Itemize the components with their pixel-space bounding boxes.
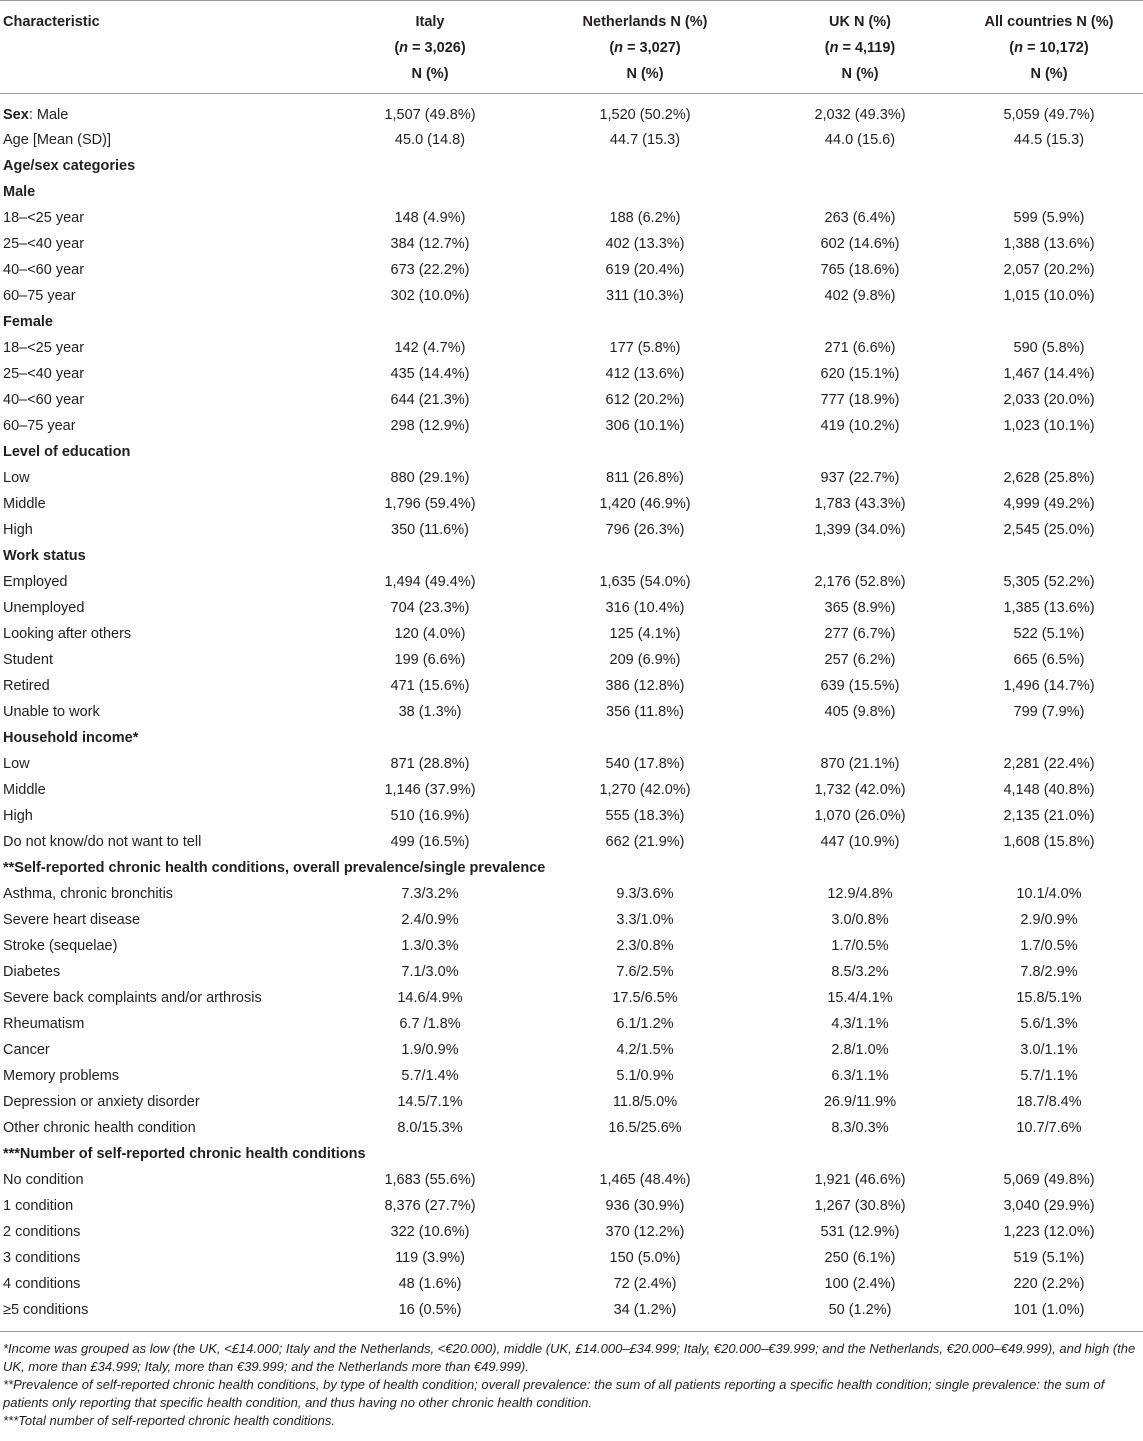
header-col-n: (n = 3,026)	[394, 40, 466, 56]
row-label: Diabetes	[3, 964, 61, 980]
cell-value: 1,783 (43.3%)	[814, 496, 906, 512]
cell-value: 1,270 (42.0%)	[599, 782, 691, 798]
table-row	[0, 907, 1143, 933]
cell-value: 510 (16.9%)	[390, 808, 470, 824]
table-row	[0, 387, 1143, 413]
row-label: No condition	[3, 1172, 84, 1188]
cell-value: 1,520 (50.2%)	[599, 107, 691, 123]
cell-value: 777 (18.9%)	[820, 392, 900, 408]
cell-value: 590 (5.8%)	[1013, 340, 1085, 356]
row-label: Cancer	[3, 1042, 50, 1058]
cell-value: 386 (12.8%)	[605, 678, 685, 694]
cell-value: 555 (18.3%)	[605, 808, 685, 824]
cell-value: 16.5/25.6%	[608, 1120, 682, 1136]
table-row	[0, 777, 1143, 803]
header-col-unit: N (%)	[841, 66, 879, 82]
cell-value: 620 (15.1%)	[820, 366, 900, 382]
row-label-rest: : Male	[28, 107, 69, 123]
cell-value: 1,070 (26.0%)	[814, 808, 906, 824]
row-label: 60–75 year	[3, 418, 76, 434]
cell-value: 250 (6.1%)	[824, 1250, 896, 1266]
cell-value: 26.9/11.9%	[823, 1094, 897, 1110]
cell-value: 220 (2.2%)	[1013, 1276, 1085, 1292]
cell-value: 405 (9.8%)	[824, 704, 896, 720]
cell-value: 4,148 (40.8%)	[1003, 782, 1095, 798]
cell-value: 447 (10.9%)	[820, 834, 900, 850]
row-label: Employed	[3, 574, 68, 590]
cell-value: 880 (29.1%)	[390, 470, 470, 486]
row-label: Depression or anxiety disorder	[3, 1094, 200, 1110]
table-row	[0, 1037, 1143, 1063]
cell-value: 1.7/0.5%	[831, 938, 889, 954]
cell-value: 3.3/1.0%	[616, 912, 674, 928]
cell-value: 402 (9.8%)	[824, 288, 896, 304]
cell-value: 384 (12.7%)	[390, 236, 470, 252]
cell-value: 1,921 (46.6%)	[814, 1172, 906, 1188]
row-label: Looking after others	[3, 626, 132, 642]
table-row	[0, 933, 1143, 959]
header-col-unit: N (%)	[411, 66, 449, 82]
cell-value: 1,796 (59.4%)	[384, 496, 476, 512]
cell-value: 6.7 /1.8%	[399, 1016, 461, 1032]
cell-value: 2.3/0.8%	[616, 938, 674, 954]
table-row	[0, 1011, 1143, 1037]
table-row	[0, 569, 1143, 595]
section-header-row	[0, 543, 1143, 569]
cell-value: 4.2/1.5%	[616, 1042, 674, 1058]
table-row	[0, 803, 1143, 829]
cell-value: 2,135 (21.0%)	[1003, 808, 1095, 824]
table-row	[0, 127, 1143, 153]
cell-value: 10.7/7.6%	[1016, 1120, 1082, 1136]
table-row	[0, 1089, 1143, 1115]
row-label: 3 conditions	[3, 1250, 81, 1266]
cell-value: 306 (10.1%)	[605, 418, 685, 434]
cell-value: 1,467 (14.4%)	[1003, 366, 1095, 382]
row-label: Low	[3, 756, 30, 772]
table-row	[0, 1219, 1143, 1245]
table-row	[0, 1115, 1143, 1141]
cell-value: 619 (20.4%)	[605, 262, 685, 278]
header-all-countries	[955, 1, 1143, 94]
row-label: 25–<40 year	[3, 366, 85, 382]
table-row	[0, 985, 1143, 1011]
table-row	[0, 1245, 1143, 1271]
table-row	[0, 595, 1143, 621]
table-row	[0, 257, 1143, 283]
cell-value: 499 (16.5%)	[390, 834, 470, 850]
cell-value: 370 (12.2%)	[605, 1224, 685, 1240]
cell-value: 45.0 (14.8)	[394, 132, 466, 148]
header-italy	[335, 1, 525, 94]
section-header-row	[0, 439, 1143, 465]
cell-value: 673 (22.2%)	[390, 262, 470, 278]
cell-value: 150 (5.0%)	[609, 1250, 681, 1266]
cell-value: 936 (30.9%)	[605, 1198, 685, 1214]
cell-value: 11.8/5.0%	[612, 1094, 678, 1110]
cell-value: 14.6/4.9%	[397, 990, 463, 1006]
cell-value: 540 (17.8%)	[605, 756, 685, 772]
cell-value: 257 (6.2%)	[824, 652, 896, 668]
cell-value: 471 (15.6%)	[390, 678, 470, 694]
cell-value: 6.3/1.1%	[831, 1068, 889, 1084]
header-col-title: All countries N (%)	[984, 14, 1114, 30]
cell-value: 1,420 (46.9%)	[599, 496, 691, 512]
table-row	[0, 699, 1143, 725]
cell-value: 44.0 (15.6)	[824, 132, 896, 148]
cell-value: 639 (15.5%)	[820, 678, 900, 694]
cell-value: 8,376 (27.7%)	[384, 1198, 476, 1214]
row-label: Low	[3, 470, 30, 486]
table-row	[0, 1297, 1143, 1332]
cell-value: 199 (6.6%)	[394, 652, 466, 668]
cell-value: 5.6/1.3%	[1020, 1016, 1078, 1032]
cell-value: 1,507 (49.8%)	[384, 107, 476, 123]
section-label: Male	[3, 184, 36, 200]
cell-value: 100 (2.4%)	[824, 1276, 896, 1292]
cell-value: 119 (3.9%)	[395, 1250, 465, 1266]
header-uk	[765, 1, 955, 94]
cell-value: 799 (7.9%)	[1013, 704, 1085, 720]
cell-value: 2.9/0.9%	[1020, 912, 1078, 928]
cell-value: 522 (5.1%)	[1013, 626, 1085, 642]
row-label: Do not know/do not want to tell	[3, 834, 202, 850]
table-row	[0, 621, 1143, 647]
row-label: Memory problems	[3, 1068, 120, 1084]
table-row	[0, 283, 1143, 309]
footnote-prevalence: **Prevalence of self-reported chronic health conditions, by type of health condition; overall prevalence: the sum of all patients reporting a specific health condition; single prevalence: the sum of patients only reporting that specific health condition, and thus having no other chronic health condition.	[3, 1377, 1105, 1410]
cell-value: 17.5/6.5%	[612, 990, 678, 1006]
cell-value: 1,399 (34.0%)	[814, 522, 906, 538]
cell-value: 1,223 (12.0%)	[1003, 1224, 1095, 1240]
cell-value: 5,059 (49.7%)	[1003, 107, 1095, 123]
row-label	[0, 94, 335, 128]
row-label: 40–<60 year	[3, 392, 85, 408]
cell-value: 2,032 (49.3%)	[814, 107, 906, 123]
section-label: Household income*	[3, 730, 139, 746]
cell-value: 2.4/0.9%	[401, 912, 459, 928]
cell-value: 5,305 (52.2%)	[1003, 574, 1095, 590]
cell-value: 4.3/1.1%	[831, 1016, 889, 1032]
row-label: Unemployed	[3, 600, 85, 616]
cell-value: 15.8/5.1%	[1016, 990, 1082, 1006]
cell-value: 311 (10.3%)	[606, 288, 684, 304]
cell-value: 1,494 (49.4%)	[384, 574, 476, 590]
cell-value: 48 (1.6%)	[398, 1276, 462, 1292]
cell-value: 14.5/7.1%	[397, 1094, 463, 1110]
cell-value: 704 (23.3%)	[390, 600, 470, 616]
cell-value: 142 (4.7%)	[394, 340, 466, 356]
header-col-unit: N (%)	[626, 66, 664, 82]
table-row	[0, 751, 1143, 777]
cell-value: 2,176 (52.8%)	[814, 574, 906, 590]
cell-value: 2,545 (25.0%)	[1003, 522, 1095, 538]
cell-value: 148 (4.9%)	[394, 210, 466, 226]
cell-value: 531 (12.9%)	[820, 1224, 900, 1240]
cell-value: 6.1/1.2%	[616, 1016, 674, 1032]
row-label: Retired	[3, 678, 50, 694]
section-header-row	[0, 725, 1143, 751]
table-footnotes	[3, 1340, 1139, 1431]
section-label: ***Number of self-reported chronic health conditions	[3, 1146, 366, 1162]
cell-value: 5.1/0.9%	[616, 1068, 674, 1084]
row-label: 25–<40 year	[3, 236, 85, 252]
cell-value: 599 (5.9%)	[1013, 210, 1085, 226]
cell-value: 665 (6.5%)	[1013, 652, 1085, 668]
cell-value: 3.0/0.8%	[831, 912, 889, 928]
header-characteristic: Characteristic	[0, 1, 335, 94]
table-row	[0, 647, 1143, 673]
section-header-row	[0, 179, 1143, 205]
row-label: Middle	[3, 782, 46, 798]
section-label: Female	[3, 314, 53, 330]
cell-value: 811 (26.8%)	[606, 470, 684, 486]
cell-value: 2,033 (20.0%)	[1003, 392, 1095, 408]
cell-value: 871 (28.8%)	[390, 756, 470, 772]
table-row	[0, 1167, 1143, 1193]
cell-value: 8.5/3.2%	[831, 964, 889, 980]
table-row	[0, 361, 1143, 387]
header-col-title: Italy	[415, 14, 445, 30]
cell-value: 15.4/4.1%	[827, 990, 893, 1006]
cell-value: 1,496 (14.7%)	[1003, 678, 1095, 694]
cell-value: 7.3/3.2%	[401, 886, 459, 902]
cell-value: 3.0/1.1%	[1020, 1042, 1078, 1058]
row-label: Unable to work	[3, 704, 100, 720]
cell-value: 322 (10.6%)	[390, 1224, 470, 1240]
cell-value: 2,057 (20.2%)	[1003, 262, 1095, 278]
cell-value: 1.9/0.9%	[401, 1042, 459, 1058]
row-label: 18–<25 year	[3, 340, 85, 356]
cell-value: 2,628 (25.8%)	[1003, 470, 1095, 486]
row-label: Other chronic health condition	[3, 1120, 196, 1136]
cell-value: 1,388 (13.6%)	[1003, 236, 1095, 252]
cell-value: 7.6/2.5%	[616, 964, 674, 980]
row-label: Middle	[3, 496, 46, 512]
cell-value: 5.7/1.1%	[1020, 1068, 1078, 1084]
cell-value: 271 (6.6%)	[824, 340, 896, 356]
row-label: ≥5 conditions	[3, 1302, 89, 1318]
table-row	[0, 413, 1143, 439]
table-row	[0, 881, 1143, 907]
table-row	[0, 335, 1143, 361]
header-col-title: Netherlands N (%)	[582, 14, 708, 30]
cell-value: 870 (21.1%)	[820, 756, 900, 772]
table-row	[0, 1271, 1143, 1297]
cell-value: 188 (6.2%)	[609, 210, 681, 226]
table-row	[0, 491, 1143, 517]
cell-value: 419 (10.2%)	[820, 418, 900, 434]
cell-value: 765 (18.6%)	[820, 262, 900, 278]
cell-value: 365 (8.9%)	[824, 600, 896, 616]
cell-value: 7.8/2.9%	[1020, 964, 1078, 980]
row-label: 2 conditions	[3, 1224, 81, 1240]
cell-value: 435 (14.4%)	[390, 366, 470, 382]
cell-value: 44.7 (15.3)	[609, 132, 681, 148]
cell-value: 2.8/1.0%	[831, 1042, 889, 1058]
cell-value: 8.3/0.3%	[831, 1120, 889, 1136]
cell-value: 1.3/0.3%	[401, 938, 459, 954]
footnote-number-conditions: ***Total number of self-reported chronic health conditions.	[3, 1413, 335, 1428]
section-label: **Self-reported chronic health conditions, overall prevalence/single prevalence	[3, 860, 546, 876]
row-label-bold: Sex	[3, 107, 29, 123]
cell-value: 612 (20.2%)	[605, 392, 685, 408]
cell-value: 34 (1.2%)	[613, 1302, 677, 1318]
header-col-unit: N (%)	[1030, 66, 1068, 82]
cell-value: 1,683 (55.6%)	[384, 1172, 476, 1188]
table-row	[0, 1193, 1143, 1219]
cell-value: 796 (26.3%)	[605, 522, 685, 538]
table-row	[0, 94, 1143, 128]
cell-value: 263 (6.4%)	[824, 210, 896, 226]
cell-value: 72 (2.4%)	[613, 1276, 677, 1292]
cell-value: 209 (6.9%)	[609, 652, 681, 668]
row-label: Severe heart disease	[3, 912, 141, 928]
cell-value: 18.7/8.4%	[1016, 1094, 1082, 1110]
section-header-row	[0, 855, 1143, 881]
cell-value: 7.1/3.0%	[401, 964, 459, 980]
row-label: 60–75 year	[3, 288, 76, 304]
cell-value: 1,465 (48.4%)	[599, 1172, 691, 1188]
cell-value: 1.7/0.5%	[1020, 938, 1078, 954]
cell-value: 937 (22.7%)	[820, 470, 900, 486]
header-col-n: (n = 3,027)	[609, 40, 681, 56]
cell-value: 5,069 (49.8%)	[1003, 1172, 1095, 1188]
cell-value: 302 (10.0%)	[390, 288, 470, 304]
table-row	[0, 517, 1143, 543]
table-row	[0, 959, 1143, 985]
cell-value: 1,385 (13.6%)	[1003, 600, 1095, 616]
row-label: Rheumatism	[3, 1016, 85, 1032]
cell-value: 4,999 (49.2%)	[1003, 496, 1095, 512]
section-label: Level of education	[3, 444, 131, 460]
header-col-n: (n = 10,172)	[1009, 40, 1089, 56]
section-header-row	[0, 1141, 1143, 1167]
header-col-title: UK N (%)	[828, 14, 892, 30]
table-row	[0, 205, 1143, 231]
cell-value: 1,608 (15.8%)	[1003, 834, 1095, 850]
section-header-row	[0, 153, 1143, 179]
cell-value: 3,040 (29.9%)	[1003, 1198, 1095, 1214]
cell-value: 519 (5.1%)	[1013, 1250, 1085, 1266]
table-header	[0, 1, 1143, 94]
cell-value: 1,635 (54.0%)	[599, 574, 691, 590]
row-label: 40–<60 year	[3, 262, 85, 278]
cell-value: 120 (4.0%)	[394, 626, 466, 642]
cell-value: 298 (12.9%)	[390, 418, 470, 434]
table-row	[0, 829, 1143, 855]
cell-value: 1,023 (10.1%)	[1003, 418, 1095, 434]
cell-value: 1,015 (10.0%)	[1003, 288, 1095, 304]
footnote-income: *Income was grouped as low (the UK, <£14.000; Italy and the Netherlands, <€20.000), middle (UK, £14.000–£34.999; Italy, €20.000–€39.999; and the Netherlands, €20.000–€49.999), and high (the UK, more than £34.999; Italy, more than €39.999; and the Netherlands more than €49.999).	[3, 1341, 1136, 1374]
cell-value: 316 (10.4%)	[605, 600, 685, 616]
cell-value: 8.0/15.3%	[397, 1120, 463, 1136]
cell-value: 277 (6.7%)	[824, 626, 896, 642]
cell-value: 177 (5.8%)	[609, 340, 681, 356]
row-label: Stroke (sequelae)	[3, 938, 118, 954]
cell-value: 1,732 (42.0%)	[814, 782, 906, 798]
cell-value: 9.3/3.6%	[616, 886, 674, 902]
cell-value: 602 (14.6%)	[820, 236, 900, 252]
section-label: Age/sex categories	[3, 158, 136, 174]
cell-value: 5.7/1.4%	[401, 1068, 459, 1084]
row-label: 1 condition	[3, 1198, 74, 1214]
section-label: Work status	[3, 548, 86, 564]
cell-value: 2,281 (22.4%)	[1003, 756, 1095, 772]
cell-value: 10.1/4.0%	[1016, 886, 1082, 902]
row-label: Age [Mean (SD)]	[3, 132, 111, 148]
table-row	[0, 673, 1143, 699]
row-label: High	[3, 522, 33, 538]
header-col-n: (n = 4,119)	[824, 40, 896, 56]
table-row	[0, 465, 1143, 491]
cell-value: 1,267 (30.8%)	[814, 1198, 906, 1214]
row-label: 4 conditions	[3, 1276, 81, 1292]
section-header-row	[0, 309, 1143, 335]
cell-value: 101 (1.0%)	[1013, 1302, 1085, 1318]
cell-value: 50 (1.2%)	[828, 1302, 892, 1318]
cell-value: 38 (1.3%)	[398, 704, 462, 720]
cell-value: 44.5 (15.3)	[1013, 132, 1085, 148]
row-label: Asthma, chronic bronchitis	[3, 886, 174, 902]
row-label: 18–<25 year	[3, 210, 85, 226]
row-label: Student	[3, 652, 53, 668]
cell-value: 16 (0.5%)	[398, 1302, 462, 1318]
cell-value: 662 (21.9%)	[605, 834, 685, 850]
table-row	[0, 231, 1143, 257]
table-body	[0, 94, 1143, 1332]
cell-value: 356 (11.8%)	[606, 704, 684, 720]
row-label: Severe back complaints and/or arthrosis	[3, 990, 262, 1006]
table-row	[0, 1063, 1143, 1089]
cell-value: 125 (4.1%)	[609, 626, 681, 642]
cell-value: 402 (13.3%)	[605, 236, 685, 252]
cell-value: 412 (13.6%)	[605, 366, 685, 382]
cell-value: 350 (11.6%)	[391, 522, 469, 538]
cell-value: 644 (21.3%)	[390, 392, 470, 408]
header-netherlands	[525, 1, 765, 94]
cell-value: 12.9/4.8%	[827, 886, 893, 902]
cell-value: 1,146 (37.9%)	[384, 782, 476, 798]
row-label: High	[3, 808, 33, 824]
